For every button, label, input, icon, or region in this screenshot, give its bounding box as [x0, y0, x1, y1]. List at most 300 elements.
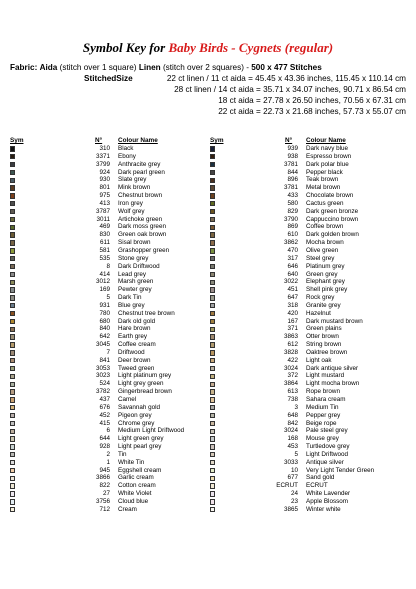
thread-number: 420 [287, 309, 298, 317]
table-row [10, 208, 200, 216]
color-swatch [10, 311, 15, 316]
color-swatch [210, 185, 215, 190]
colour-name: Light grey green [118, 380, 164, 388]
colour-name: Medium Tin [306, 403, 339, 411]
colour-name: Steel grey [306, 254, 335, 262]
thread-number: 646 [287, 262, 298, 270]
thread-number: 945 [99, 466, 110, 474]
colour-name: White Violet [118, 490, 152, 498]
colour-name: Pigeon grey [118, 411, 152, 419]
color-swatch [10, 358, 15, 363]
color-swatch [10, 146, 15, 151]
color-table-right [210, 145, 410, 514]
color-swatch [210, 209, 215, 214]
table-row [10, 302, 200, 310]
thread-number: 613 [287, 388, 298, 396]
color-swatch [10, 193, 15, 198]
color-swatch [210, 201, 215, 206]
colour-name: Wolf grey [118, 207, 145, 215]
table-row [10, 176, 200, 184]
colour-name: Dark navy blue [306, 145, 348, 152]
colour-name: Antique silver [306, 458, 344, 466]
color-swatch [10, 499, 15, 504]
thread-number: 680 [99, 317, 110, 325]
table-row [210, 286, 410, 294]
thread-number: 3790 [283, 215, 298, 223]
table-row [10, 498, 200, 506]
color-swatch [10, 225, 15, 230]
table-row [210, 341, 410, 349]
colour-name: Dark golden brown [306, 231, 359, 239]
thread-number: 317 [287, 254, 298, 262]
colour-name: Dark moss green [118, 223, 166, 231]
thread-number: 829 [287, 207, 298, 215]
fabric-line: Fabric: Aida (stitch over 1 square) Linen (stitch over 2 squares) - 500 x 477 Stitches [10, 63, 322, 72]
color-swatch [210, 436, 215, 441]
color-swatch [10, 303, 15, 308]
table-row [10, 310, 200, 318]
table-row [210, 372, 410, 380]
color-swatch [210, 342, 215, 347]
table-row [210, 255, 410, 263]
colour-name: Sand gold [306, 474, 335, 482]
page-title [0, 40, 416, 55]
title-main: Baby Birds - Cygnets (regular) [168, 40, 334, 55]
thread-number: 830 [99, 231, 110, 239]
color-swatch [10, 389, 15, 394]
colour-name: Grashopper green [118, 246, 170, 254]
thread-number: 928 [99, 443, 110, 451]
color-swatch [10, 460, 15, 465]
thread-number: 7 [106, 348, 110, 356]
color-swatch [210, 256, 215, 261]
thread-number: 318 [287, 301, 298, 309]
table-row [10, 286, 200, 294]
colour-name: Light mocha brown [306, 380, 360, 388]
thread-number: 433 [287, 192, 298, 200]
table-row [210, 365, 410, 373]
colour-name: Chocolate brown [306, 192, 354, 200]
thread-number: 939 [287, 145, 298, 152]
header-num-right: N° [285, 137, 293, 144]
color-swatch [210, 507, 215, 512]
table-row [210, 263, 410, 271]
table-row [210, 427, 410, 435]
thread-number: 3 [294, 403, 298, 411]
color-swatch [210, 350, 215, 355]
thread-number: 535 [99, 254, 110, 262]
color-swatch [210, 162, 215, 167]
thread-number: 1 [106, 458, 110, 466]
table-row [10, 380, 200, 388]
color-swatch [210, 287, 215, 292]
color-swatch [10, 334, 15, 339]
table-row [10, 216, 200, 224]
colour-name: Hare brown [118, 325, 151, 333]
table-row [210, 176, 410, 184]
color-swatch [10, 327, 15, 332]
table-row [210, 396, 410, 404]
color-swatch [10, 436, 15, 441]
table-row [10, 420, 200, 428]
table-row [10, 318, 200, 326]
table-row [10, 294, 200, 302]
thread-number: 3023 [95, 372, 110, 380]
table-row [210, 208, 410, 216]
table-row [210, 459, 410, 467]
colour-name: Rock grey [306, 294, 335, 302]
color-swatch [210, 248, 215, 253]
colour-name: Light Driftwood [306, 450, 348, 458]
thread-number: 780 [99, 309, 110, 317]
colour-name: Light platinum grey [118, 372, 172, 380]
color-swatch [10, 382, 15, 387]
thread-number: 415 [99, 419, 110, 427]
thread-number: 3053 [95, 364, 110, 372]
thread-number: 3781 [283, 184, 298, 192]
thread-number: 8 [106, 262, 110, 270]
color-swatch [210, 468, 215, 473]
color-swatch [210, 225, 215, 230]
colour-name: Hazelnut [306, 309, 331, 317]
table-row [10, 192, 200, 200]
table-row [10, 161, 200, 169]
color-swatch [210, 444, 215, 449]
thread-number: 931 [99, 301, 110, 309]
color-swatch [210, 452, 215, 457]
colour-name: Teak brown [306, 176, 339, 184]
color-swatch [10, 483, 15, 488]
thread-number: 5 [106, 294, 110, 302]
colour-name: Slate grey [118, 176, 147, 184]
colour-name: Very Light Tender Green [306, 466, 375, 474]
color-swatch [10, 295, 15, 300]
thread-number: 611 [99, 239, 110, 247]
table-row [10, 412, 200, 420]
table-row [10, 341, 200, 349]
color-swatch [10, 162, 15, 167]
color-swatch [210, 280, 215, 285]
colour-name: Pewter grey [118, 286, 152, 294]
header-sym-left: Sym [10, 137, 24, 144]
colour-name: Marsh green [118, 278, 154, 286]
thread-number: 437 [99, 396, 110, 403]
header-sym-right: Sym [210, 137, 224, 144]
colour-name: Pepper grey [306, 411, 341, 419]
table-row [10, 271, 200, 279]
color-swatch [10, 413, 15, 418]
thread-number: 3862 [283, 239, 298, 247]
color-swatch [10, 421, 15, 426]
table-row [10, 372, 200, 380]
thread-number: 647 [287, 294, 298, 302]
thread-number: 3865 [283, 505, 298, 513]
table-row [210, 169, 410, 177]
table-row [10, 482, 200, 490]
color-swatch [10, 185, 15, 190]
colour-name: Blue grey [118, 301, 145, 309]
colour-name: Oaktree brown [306, 348, 348, 356]
thread-number: 470 [287, 246, 298, 254]
colour-name: Garlic cream [118, 474, 154, 482]
table-row [210, 380, 410, 388]
colour-name: Cappuccino brown [306, 215, 359, 223]
colour-name: Light pearl grey [118, 443, 162, 451]
colour-name: Mouse grey [306, 435, 339, 443]
colour-name: Mink brown [118, 184, 151, 192]
colour-name: Deer brown [118, 356, 151, 364]
colour-name: Iron grey [118, 199, 143, 207]
colour-name: Stone grey [118, 254, 149, 262]
colour-name: Dark old gold [118, 317, 156, 325]
color-swatch [210, 483, 215, 488]
header-name-left: Colour Name [118, 137, 158, 144]
colour-name: ECRUT [306, 482, 328, 490]
thread-number: 524 [99, 380, 110, 388]
thread-number: 3863 [283, 333, 298, 341]
colour-name: Chestnut brown [118, 192, 163, 200]
thread-number: 453 [287, 443, 298, 451]
thread-number: 23 [290, 497, 298, 505]
table-row [10, 184, 200, 192]
colour-name: Green grey [306, 270, 338, 278]
table-row [210, 498, 410, 506]
thread-number: 3011 [96, 215, 110, 223]
colour-name: Sahara cream [306, 396, 346, 403]
colour-name: Cotton cream [118, 482, 156, 490]
table-row [10, 435, 200, 443]
thread-number: 3828 [283, 348, 298, 356]
table-row [10, 263, 200, 271]
thread-number: 677 [287, 474, 298, 482]
table-row [210, 200, 410, 208]
thread-number: 3781 [283, 160, 298, 168]
thread-number: 422 [287, 356, 298, 364]
colour-name: Mocha brown [306, 239, 344, 247]
colour-name: Cream [118, 505, 137, 513]
color-table-left [10, 145, 200, 514]
table-row [210, 490, 410, 498]
color-swatch [10, 201, 15, 206]
colour-name: Light green grey [118, 435, 164, 443]
table-row [210, 474, 410, 482]
table-row [10, 490, 200, 498]
color-swatch [210, 405, 215, 410]
color-swatch [210, 264, 215, 269]
colour-name: Earth grey [118, 333, 148, 341]
table-row [10, 506, 200, 514]
color-swatch [210, 295, 215, 300]
table-row [210, 325, 410, 333]
table-row [210, 271, 410, 279]
color-swatch [10, 154, 15, 159]
table-row [10, 357, 200, 365]
color-swatch [210, 327, 215, 332]
colour-name: Apple Blossom [306, 497, 348, 505]
table-row [10, 396, 200, 404]
table-row [10, 247, 200, 255]
thread-number: 842 [287, 419, 298, 427]
table-row [210, 467, 410, 475]
table-row [210, 153, 410, 161]
color-swatch [10, 374, 15, 379]
colour-name: Otter brown [306, 333, 339, 341]
colour-name: Elephant grey [306, 278, 345, 286]
colour-name: Olive green [306, 246, 339, 254]
table-row [210, 357, 410, 365]
color-swatch [210, 397, 215, 402]
colour-name: Artichoke green [118, 215, 163, 223]
table-row [210, 223, 410, 231]
thread-number: 3782 [95, 388, 110, 396]
thread-number: ECRUT [276, 482, 298, 490]
color-swatch [210, 334, 215, 339]
color-swatch [10, 170, 15, 175]
colour-name: Dark mustard brown [306, 317, 363, 325]
table-row [210, 388, 410, 396]
table-row [210, 145, 410, 153]
colour-name: White Lavender [306, 490, 351, 498]
color-swatch [210, 303, 215, 308]
colour-name: Medium Light Driftwood [118, 427, 185, 435]
color-swatch [10, 178, 15, 183]
color-swatch [10, 272, 15, 277]
colour-name: Pepper black [306, 168, 343, 176]
table-row [10, 145, 200, 153]
color-swatch [10, 240, 15, 245]
size-line-1: 22 ct linen / 11 ct aida = 45.45 x 43.36 inches, 115.45 x 110.14 cm [166, 74, 406, 83]
table-row [10, 200, 200, 208]
thread-number: 822 [99, 482, 110, 490]
color-swatch [10, 397, 15, 402]
thread-number: 642 [99, 333, 110, 341]
thread-number: 640 [287, 270, 298, 278]
thread-number: 167 [287, 317, 298, 325]
table-row [10, 239, 200, 247]
color-swatch [210, 146, 215, 151]
thread-number: 27 [102, 490, 110, 498]
colour-name: Green oak brown [118, 231, 167, 239]
colour-name: Beige rope [306, 419, 337, 427]
colour-name: Gingerbread brown [118, 388, 172, 396]
table-row [210, 161, 410, 169]
color-swatch [210, 499, 215, 504]
table-row [210, 318, 410, 326]
thread-number: 24 [290, 490, 298, 498]
color-swatch [210, 319, 215, 324]
color-swatch [10, 280, 15, 285]
table-row [10, 231, 200, 239]
size-line-4: 22 ct aida = 22.73 x 21.68 inches, 57.73 x 55.07 cm [218, 107, 406, 116]
thread-number: 3012 [95, 278, 110, 286]
table-row [210, 420, 410, 428]
color-swatch [10, 444, 15, 449]
thread-number: 469 [99, 223, 110, 231]
color-swatch [10, 232, 15, 237]
colour-name: String brown [306, 341, 342, 349]
colour-name: Anthracite grey [118, 160, 161, 168]
color-swatch [10, 429, 15, 434]
thread-number: 610 [287, 231, 298, 239]
thread-number: 414 [99, 270, 110, 278]
thread-number: 413 [99, 199, 110, 207]
thread-number: 6 [106, 427, 110, 435]
colour-name: Green plains [306, 325, 342, 333]
table-row [210, 482, 410, 490]
table-row [10, 169, 200, 177]
colour-name: Rope brown [306, 388, 340, 396]
color-swatch [10, 264, 15, 269]
colour-name: Dark Driftwood [118, 262, 160, 270]
thread-number: 841 [99, 356, 110, 364]
color-swatch [10, 468, 15, 473]
thread-number: 612 [287, 341, 298, 349]
colour-name: White Tin [118, 458, 145, 466]
colour-name: Dark polar blue [306, 160, 349, 168]
color-swatch [10, 209, 15, 214]
color-swatch [10, 476, 15, 481]
colour-name: Light oak [306, 356, 332, 364]
size-label: StitchedSize [84, 74, 133, 83]
table-row [10, 223, 200, 231]
thread-number: 3024 [283, 364, 298, 372]
colour-name: Dark antique silver [306, 364, 359, 372]
thread-number: 844 [287, 168, 298, 176]
colour-name: Tin [118, 450, 127, 458]
table-row [210, 231, 410, 239]
thread-number: 869 [287, 223, 298, 231]
color-swatch [10, 452, 15, 457]
colour-name: Tweed green [118, 364, 155, 372]
colour-name: Pale steel grey [306, 427, 348, 435]
thread-number: 924 [99, 168, 110, 176]
thread-number: 896 [287, 176, 298, 184]
colour-name: Sisal brown [118, 239, 151, 247]
color-swatch [210, 240, 215, 245]
color-swatch [210, 460, 215, 465]
header-num-left: N° [95, 137, 103, 144]
table-row [210, 247, 410, 255]
table-row [210, 278, 410, 286]
thread-number: 930 [99, 176, 110, 184]
table-row [210, 239, 410, 247]
color-swatch [210, 491, 215, 496]
thread-number: 310 [99, 145, 110, 152]
color-swatch [10, 491, 15, 496]
thread-number: 3799 [95, 160, 110, 168]
color-swatch [210, 366, 215, 371]
table-row [210, 184, 410, 192]
table-row [210, 192, 410, 200]
color-swatch [210, 413, 215, 418]
color-swatch [210, 374, 215, 379]
colour-name: Black [118, 145, 134, 152]
thread-number: 840 [99, 325, 110, 333]
thread-number: 644 [99, 435, 110, 443]
colour-name: Coffee cream [118, 341, 156, 349]
thread-number: 801 [99, 184, 110, 192]
colour-name: Cactus green [306, 199, 344, 207]
colour-name: Savannah gold [118, 403, 161, 411]
thread-number: 3045 [95, 341, 110, 349]
color-swatch [210, 476, 215, 481]
table-row [10, 365, 200, 373]
thread-number: 372 [287, 372, 298, 380]
color-swatch [10, 248, 15, 253]
table-row [210, 404, 410, 412]
thread-number: 3756 [95, 497, 110, 505]
table-row [210, 294, 410, 302]
